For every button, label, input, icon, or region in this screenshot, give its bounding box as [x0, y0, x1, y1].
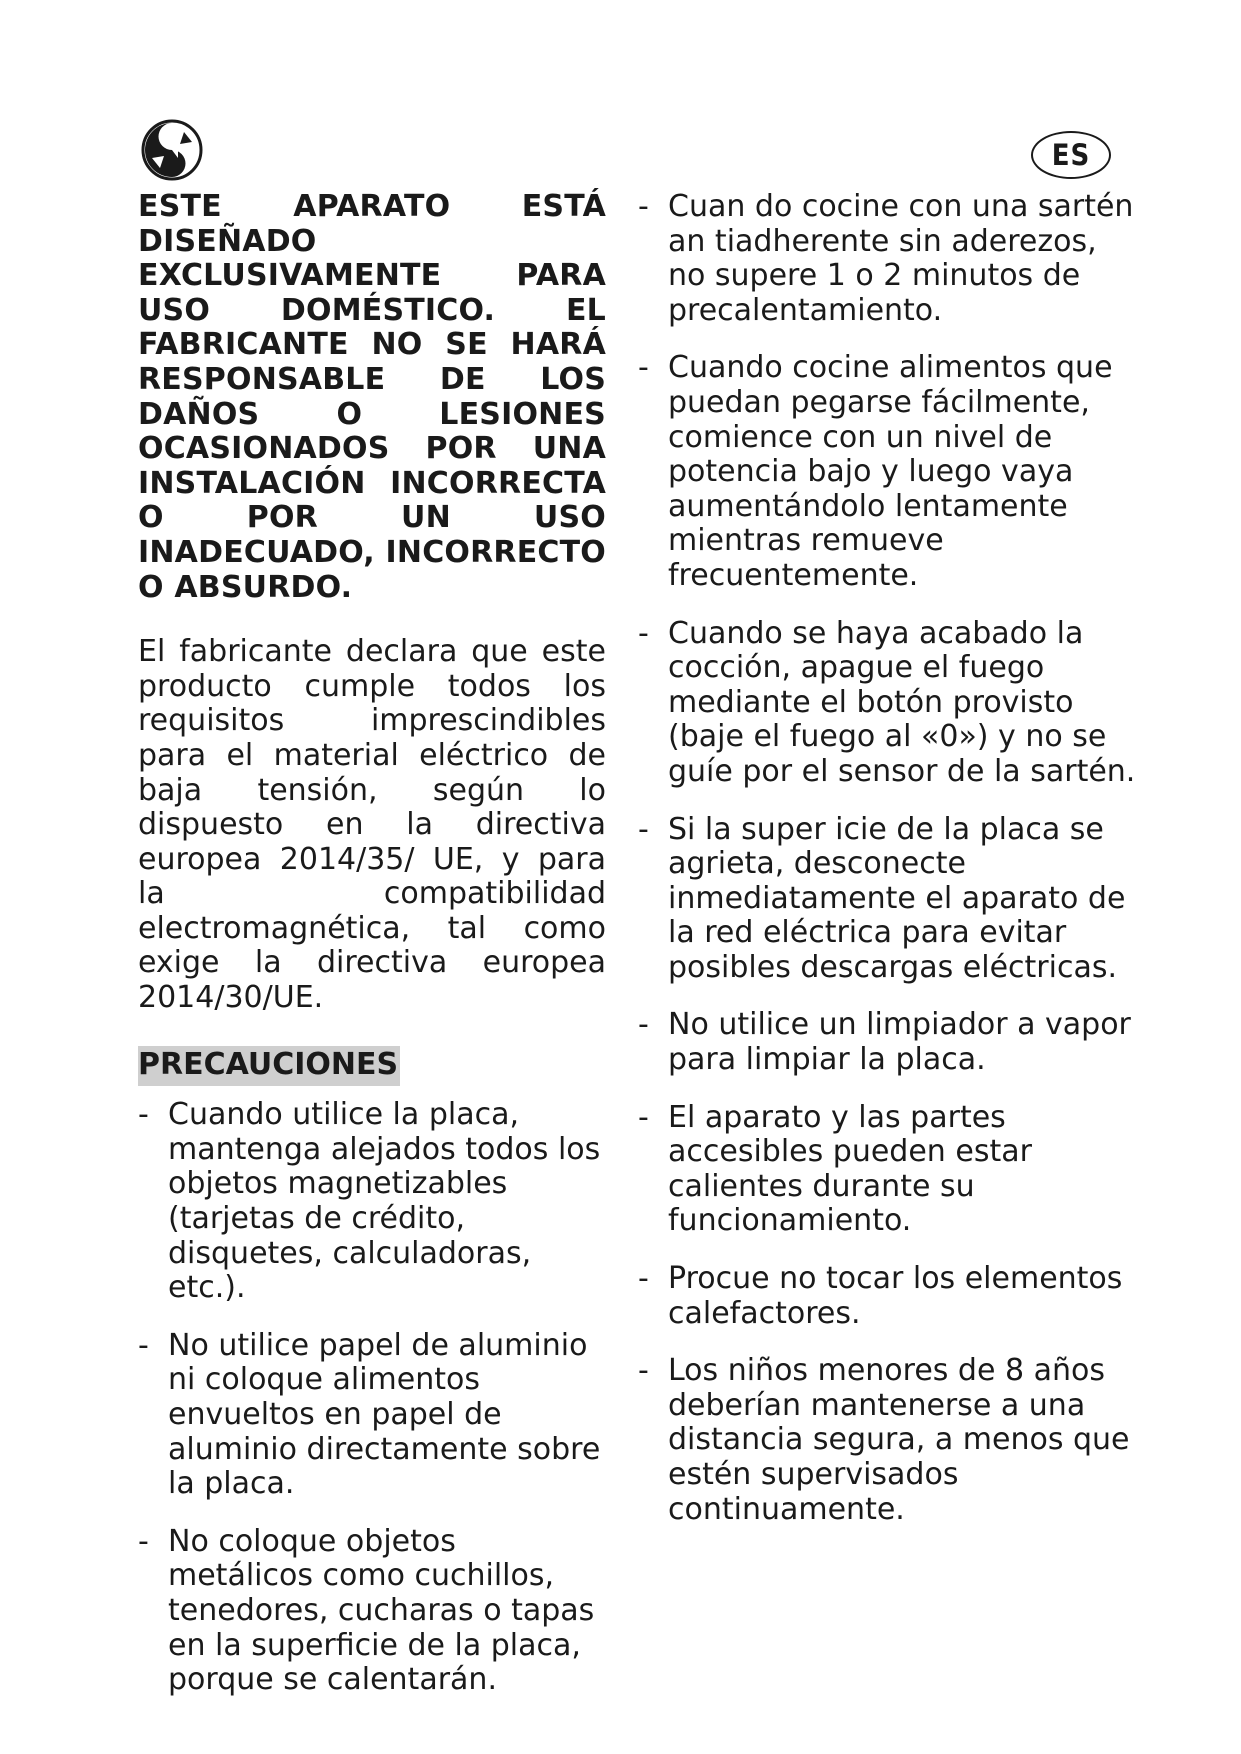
precaution-item [638, 1008, 1138, 1077]
bullet-dash: - [638, 1353, 649, 1389]
precaution-item [638, 190, 1138, 328]
precaution-text: Cuando se haya acabado la cocción, apague el fuego mediante el botón provisto (baje el fuego al «0») y no se guíe por el sensor de la sartén. [668, 615, 1136, 789]
precaution-text: Si la super icie de la placa se agrieta, desconecte inmediatamente el aparato de la red eléctrica para evitar posibles descargas eléctricas. [668, 811, 1126, 985]
precaution-text: No utilice papel de aluminio ni coloque alimentos envueltos en papel de aluminio directamente sobre la placa. [168, 1327, 601, 1502]
precaution-item [638, 617, 1138, 790]
bullet-dash: - [638, 1099, 649, 1135]
bullet-dash: - [138, 1327, 149, 1363]
bullet-dash: - [638, 1261, 649, 1297]
precaution-item [638, 1101, 1138, 1239]
precautions-heading: PRECAUCIONES [138, 1046, 400, 1087]
precaution-text: El aparato y las partes accesibles pueden estar calientes durante su funcionamiento. [668, 1099, 1032, 1239]
precaution-text: Cuando cocine alimentos que puedan pegarse fácilmente, comience con un nivel de potencia bajo y luego vaya aumentándolo lentamente mientras remueve frecuentemente. [668, 350, 1113, 593]
language-badge: ES [1031, 131, 1111, 179]
bullet-dash: - [638, 811, 649, 847]
precaution-item [138, 1525, 606, 1698]
precaution-item [638, 813, 1138, 986]
bullet-dash: - [638, 1007, 649, 1043]
bullet-dash: - [138, 1523, 149, 1559]
precaution-text: Los niños menores de 8 años deberían mantenerse a una distancia segura, a menos que estén supervisados continuamente. [668, 1353, 1130, 1527]
precaution-item [138, 1098, 606, 1306]
precaution-text: No coloque objetos metálicos como cuchillos, tenedores, cucharas o tapas en la superficie de la placa, porque se calentarán. [168, 1523, 595, 1698]
left-column [138, 190, 606, 1721]
precaution-text: No utilice un limpiador a vapor para limpiar la placa. [668, 1007, 1131, 1078]
right-column [638, 190, 1138, 1550]
bullet-dash: - [638, 615, 649, 651]
bullet-dash: - [638, 350, 649, 386]
precaution-text: Procue no tocar los elementos calefactores. [668, 1261, 1123, 1331]
precaution-item [638, 1262, 1138, 1331]
precaution-text: Cuando utilice la placa, mantenga alejados todos los objetos magnetizables (tarjetas de crédito, disquetes, calculadoras, etc.). [168, 1097, 601, 1306]
green-dot-recycling-icon [140, 118, 204, 182]
precaution-item [638, 1354, 1138, 1527]
precaution-text: Cuan do cocine con una sartén an tiadherente sin aderezos, no supere 1 o 2 minutos de precalentamiento. [668, 189, 1134, 328]
exclusive-domestic-use-warning: ESTE APARATO ESTÁ DISEÑADO EXCLUSIVAMENTE PARA USO DOMÉSTICO. EL FABRICANTE NO SE HARÁ RESPONSABLE DE LOS DAÑOS O LESIONES OCASIONADOS POR UNA INSTALACIÓN INCORRECTA O POR UN USO INADECUADO, INCORRECTO O ABSURDO. [138, 189, 607, 605]
precaution-item [638, 351, 1138, 593]
bullet-dash: - [138, 1097, 149, 1133]
conformity-declaration: El fabricante declara que este producto cumple todos los requisitos imprescindibles para el material eléctrico de baja tensión, según lo dispuesto en la directiva europea 2014/35/ UE, y para la compatibilidad electromagnética, tal como exige la directiva europea 2014/30/UE. [138, 634, 606, 1016]
precaution-item [138, 1329, 606, 1502]
bullet-dash: - [638, 189, 649, 224]
